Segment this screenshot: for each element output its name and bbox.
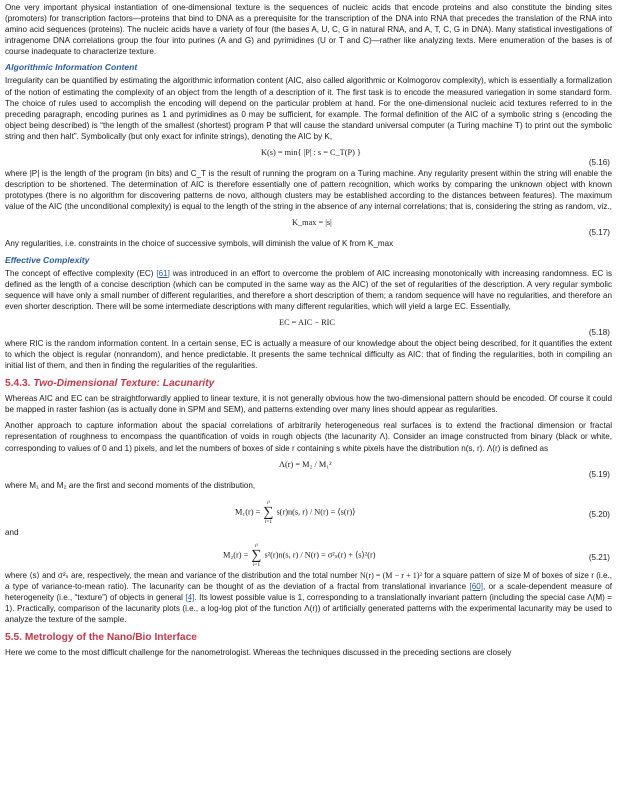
lacunarity-paragraph-4-a: where ⟨s⟩ and σ²ₛ are, respectively, the mean and variance of the distribution and the total number xyxy=(5,570,360,580)
and-connector: and xyxy=(5,527,19,537)
reference-4-link[interactable]: [4] xyxy=(185,593,195,602)
equation-5-16-body: K(s) = min{ |P| : s = C_T(P) } xyxy=(261,148,361,158)
intro-paragraph: One very important physical instantiation of one-dimensional texture is the sequences of nucleic acids that encode proteins and also constitute the binding sites (promoters) for transcription factors—proteins that bind to DNA as a prerequisite for the transcription of the DNA into RNA that precedes the translation of the RNA into amino acid sequences (proteins). The nucleic acids have a variety of four (the bases A, U, C, G in natural RNA, and A, T, C, G in DNA). Many statistical investigations of intragenome DNA correlations group the four into purines (A and G) and pyrimidines (U or T and C)—rather like analyzing texts. Mere enumeration of the bases is of course inadequate to characterize texture. xyxy=(5,3,612,57)
equation-5-17-number: (5.17) xyxy=(588,228,610,238)
equation-5-16-number: (5.16) xyxy=(588,158,610,168)
ec-subheading: Effective Complexity xyxy=(5,254,90,265)
equation-5-21-number: (5.21) xyxy=(588,552,610,562)
lacunarity-paragraph-3: where M₁ and M₂ are the first and second moments of the distribution, xyxy=(5,480,256,490)
equation-5-17-body: K_max = |s| xyxy=(292,218,332,228)
sum-lower-limit: i=1 xyxy=(252,561,261,568)
ec-paragraph-1-rest: was introduced in an effort to overcome the problem of AIC increasing monotonically with increasing randomness. EC is defined as the length of a concise description (which can be computed in the same way as the AIC) of the set of regularities of the description. A very regular symbolic sequence will have only a small number of different regularities, and therefore a short description of them; a random sequence will have no regularities, and therefore an even shorter description. There will be some intermediate descriptions with many different regularities, which will yield a large EC. Essentially, xyxy=(5,268,612,311)
equation-5-16 xyxy=(5,147,612,167)
ec-paragraph-1-start: The concept of effective complexity (EC) xyxy=(5,268,157,278)
equation-5-21-left: M₂(r) = xyxy=(223,550,249,560)
section-5-5-title: Metrology of the Nano/Bio Interface xyxy=(24,632,197,644)
aic-paragraph-2: where |P| is the length of the program (in bits) and C_T is the result of running the program on a Turing machine. Any regularity present within the string will enable the description to be shortened. The determination of AIC is therefore essentially one of pattern recognition, which works by comparing the unknown object with known prototypes (there is no algorithm for discovering patterns de novo, although clusters may be established according to the distances between features). The maximum value of the AIC (the unconditional complexity) is equal to the length of the string in the absence of any internal correlations; that is, considering the string as random, viz., xyxy=(5,169,612,212)
summation-symbol: r² ∑ i=1 xyxy=(251,542,262,568)
metrology-paragraph-1: Here we come to the most difficult challenge for the nanometrologist. Whereas the techniques discussed in the preceding sections are closely xyxy=(5,648,512,658)
aic-paragraph-3: Any regularities, i.e. constraints in the choice of successive symbols, will diminish the value of K from K_max xyxy=(5,239,394,249)
sum-upper-limit: r² xyxy=(254,542,259,549)
lacunarity-paragraph-4-d: . Its lowest possible value is 1, corresponding to a translationally invariant pattern (including the special case Λ(M) = 1). Practically, comparison of the lacunarity plots (i.e., a log-log plot of the function Λ(r)) of artificially generated patterns with the experimental lacunarity may be used to analyze the texture of the sample. xyxy=(5,593,612,625)
section-5-4-3-heading xyxy=(5,378,612,389)
sum-lower-limit: i=1 xyxy=(264,518,273,525)
aic-paragraph-1: Irregularity can be quantified by estimating the algorithmic information content (AIC, also called algorithmic or Kolmogorov complexity), which is essentially a formalization of the notion of estimating the complexity of an object from the length of a description of it. The first task is to encode the measured variegation in some standard form. The choice of rules used to accomplish the encoding will depend on the particular problem at hand. For the one-dimensional nucleic acid textures referred to in the preceding paragraph, encoding purines as 1 and pyrimidines as 0 may be sufficient, for example. The formal definition of the AIC of a symbolic string s (encoding the object being described) is “the length of the smallest (shortest) program P that will cause the standard universal computer (a Turing machine T) to print out the symbolic string and then halt”. Symbolically (but only exact for infinite strings), denoting the AIC by K, xyxy=(5,76,612,141)
equation-5-20 xyxy=(5,496,612,526)
sum-upper-limit: r² xyxy=(266,499,271,506)
summation-symbol: r² ∑ i=1 xyxy=(263,499,274,525)
equation-5-18 xyxy=(5,317,612,337)
reference-61-link[interactable]: [61] xyxy=(156,268,170,278)
equation-5-17 xyxy=(5,217,612,237)
equation-5-18-number: (5.18) xyxy=(588,327,610,337)
equation-5-20-right: s(r)n(s, r) / N(r) = ⟨s(r)⟩ xyxy=(276,507,356,517)
section-5-5-heading xyxy=(5,632,612,643)
reference-60-link[interactable]: [60] xyxy=(469,581,484,591)
total-number-formula: N(r) = (M − r + 1)² xyxy=(359,570,422,580)
ec-paragraph-1 xyxy=(5,268,612,312)
equation-5-19-body: Λ(r) = M₂ / M₁² xyxy=(279,459,332,469)
section-5-4-3-title: Two-Dimensional Texture: Lacunarity xyxy=(33,378,215,390)
equation-5-19 xyxy=(5,459,612,479)
lacunarity-paragraph-4-c: , or a scale-dependent measure of heterogeneity (i.e., “texture”) of objects in general xyxy=(5,581,613,602)
section-5-5-number: 5.5. xyxy=(5,632,22,644)
equation-5-21 xyxy=(5,539,612,569)
equation-5-20-left: M₁(r) = xyxy=(235,507,261,517)
aic-subheading: Algorithmic Information Content xyxy=(5,62,138,73)
lacunarity-paragraph-4 xyxy=(5,570,612,625)
lacunarity-paragraph-1: Whereas AIC and EC can be straightforwardly applied to linear texture, it is not generally obvious how the two-dimensional pattern should be encoded. Of course it could be mapped in raster fashion (as is actually done in SPM and SEM), and patterns extending over many lines should appear as regularities. xyxy=(5,394,612,415)
equation-5-20-body xyxy=(235,500,355,525)
lacunarity-paragraph-2: Another approach to capture information about the spacial correlations of arbitrarily heterogeneous real surfaces is to extend the fractional dimension or fractal representation of roughness to encompass the quantification of voids in rough objects (the lacunarity Λ). Consider an image constructed from binary (black or white, corresponding to values of 0 and 1) pixels, and let the numbers of boxes of side r containing s white pixels have the distribution n(s, r). Λ(r) is defined as xyxy=(5,421,612,453)
lacunarity-paragraph-4-b: for a square pattern of size M of boxes of size r (i.e., a type of variance-to-mean ratio). The lacunarity can be thought of as the deviation of a fractal from translational invariance xyxy=(5,570,612,591)
equation-5-20-number: (5.20) xyxy=(588,509,610,519)
section-5-4-3-number: 5.4.3. xyxy=(5,378,31,390)
equation-5-21-right: s²(r)n(s, r) / N(r) = σ²ₛ(r) + ⟨s⟩²(r) xyxy=(264,550,376,560)
equation-5-19-number: (5.19) xyxy=(588,469,610,479)
ec-paragraph-2: where RIC is the random information content. In a certain sense, EC is actually a measure of our knowledge about the object being described, for it quantifies the extent to which the object is regular (nonrandom), and hence predictable. It presents the same technical difficulty as AIC: that of finding the regularities, both in compiling an initial list of them, and then in finding the regularities of the regularities. xyxy=(5,338,612,371)
equation-5-18-body: EC = AIC − RIC xyxy=(279,317,335,327)
equation-5-21-body xyxy=(223,543,376,568)
